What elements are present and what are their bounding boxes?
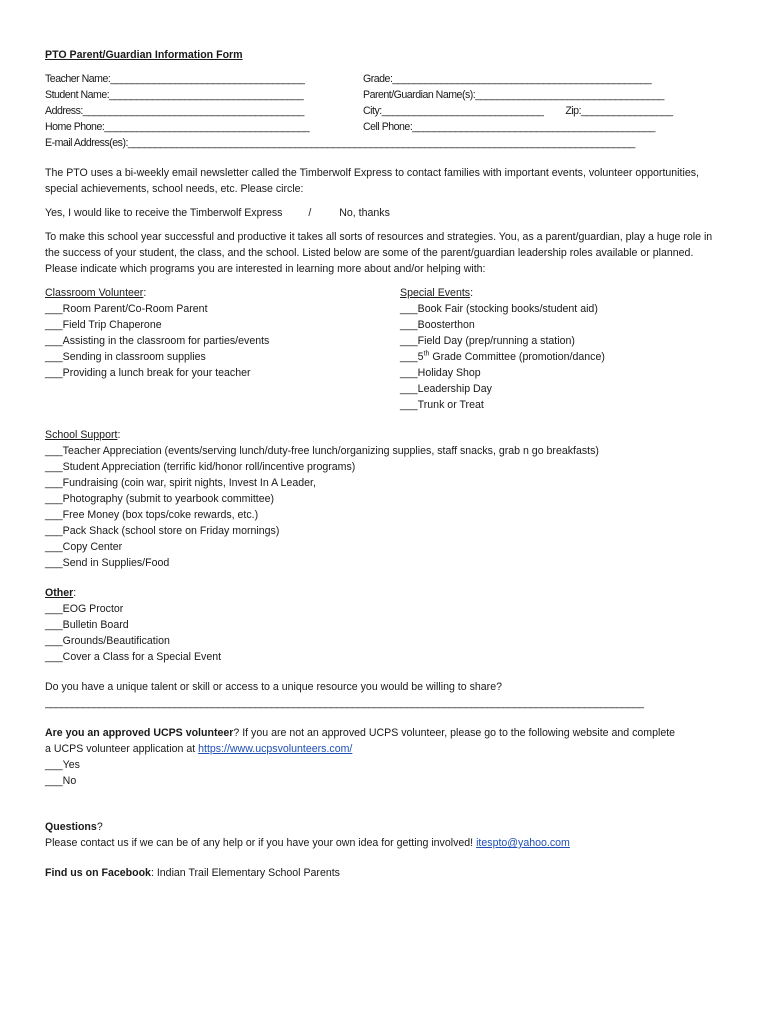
ucps-question: Are you an approved UCPS volunteer? If you are not an approved UCPS volunteer, please go to the following website and complete — [45, 727, 676, 739]
classroom-volunteer-section: Classroom Volunteer: ___Room Parent/Co-Room Parent ___Field Trip Chaperone ___Assisting in the classroom for parties/events ___Sending in classroom supplies ___Providing a lunch break for your teacher — [45, 285, 400, 413]
home-phone-field[interactable]: Home Phone:______________________________________ — [45, 121, 310, 133]
support-item[interactable]: ___Send in Supplies/Food — [45, 557, 170, 569]
special-events-section: Special Events: ___Book Fair (stocking books/student aid) ___Boosterthon ___Field Day (prep/running a station) ___5th Grade Committee (promotion/dance) ___Holiday Shop ___Leadership Day ___Trunk or Treat — [400, 285, 725, 413]
program-columns — [45, 285, 725, 413]
support-item[interactable]: ___Fundraising (coin war, spirit nights, Invest In A Leader, — [45, 477, 316, 489]
newsletter-choice — [45, 205, 725, 221]
support-item[interactable]: ___Free Money (box tops/coke rewards, etc.) — [45, 509, 259, 521]
field-row-1 — [45, 71, 725, 87]
address-field[interactable]: Address:_________________________________________ — [45, 105, 304, 117]
ucps-volunteer-link[interactable]: https://www.ucpsvolunteers.com/ — [198, 743, 353, 755]
cell-phone-field[interactable]: Cell Phone:_____________________________________________ — [363, 121, 655, 133]
questions-contact: Please contact us if we can be of any help or if you have your own idea for getting involved! itespto@yahoo.com — [45, 837, 570, 849]
questions-heading: Questions? — [45, 821, 103, 833]
classroom-item[interactable]: ___Sending in classroom supplies — [45, 351, 206, 363]
zip-field[interactable]: Zip:_________________ — [565, 105, 673, 117]
ucps-application-line: a UCPS volunteer application at https://www.ucpsvolunteers.com/ — [45, 743, 353, 755]
school-support-heading: School Support — [45, 429, 118, 441]
talent-question: Do you have a unique talent or skill or access to a unique resource you would be willing to share? — [45, 681, 502, 693]
other-section: Other: ___EOG Proctor ___Bulletin Board ___Grounds/Beautification ___Cover a Class for a Special Event — [45, 585, 725, 665]
support-item[interactable]: ___Photography (submit to yearbook committee) — [45, 493, 275, 505]
special-item[interactable]: ___Leadership Day — [400, 383, 492, 395]
other-item[interactable]: ___Bulletin Board — [45, 619, 129, 631]
other-item[interactable]: ___Cover a Class for a Special Event — [45, 651, 222, 663]
grade-field[interactable]: Grade:________________________________________________ — [363, 73, 652, 85]
newsletter-no-option[interactable]: No, thanks — [339, 207, 390, 219]
student-name-field[interactable]: Student Name:____________________________________ — [45, 89, 304, 101]
classroom-item[interactable]: ___Providing a lunch break for your teacher — [45, 367, 251, 379]
other-item[interactable]: ___EOG Proctor — [45, 603, 124, 615]
form-page — [45, 47, 725, 881]
ucps-yes-option[interactable]: ___Yes — [45, 759, 80, 771]
field-row-3 — [45, 103, 725, 119]
special-item-grade-committee[interactable]: ___5th Grade Committee (promotion/dance) — [400, 350, 605, 363]
classroom-item[interactable]: ___Assisting in the classroom for parties/events — [45, 335, 270, 347]
newsletter-intro: The PTO uses a bi-weekly email newsletter called the Timberwolf Express to contact families with important events, volunteer opportunities, special achievements, school needs, etc. Please circle: — [45, 167, 699, 195]
classroom-item[interactable]: ___Room Parent/Co-Room Parent — [45, 303, 208, 315]
contact-email-link[interactable]: itespto@yahoo.com — [476, 837, 570, 849]
support-item[interactable]: ___Copy Center — [45, 541, 123, 553]
choice-separator: / — [308, 207, 312, 219]
form-title: PTO Parent/Guardian Information Form — [45, 49, 243, 61]
other-item[interactable]: ___Grounds/Beautification — [45, 635, 170, 647]
special-item[interactable]: ___Boosterthon — [400, 319, 475, 331]
field-row-2 — [45, 87, 725, 103]
school-support-section: School Support: ___Teacher Appreciation (events/serving lunch/duty-free lunch/organizing supplies, staff snacks, grab n go breakfasts) ___Student Appreciation (terrific kid/honor roll/incentive programs) ___Fundraising (coin war, spirit nights, Invest In A Leader, ___Photography (submit to yearbook committee) ___Free Money (box tops/coke rewards, etc.) ___Pack Shack (school store on Friday mornings) ___Copy Center ___Send in Supplies/Food — [45, 427, 725, 571]
other-heading: Other — [45, 587, 74, 599]
programs-intro: To make this school year successful and productive it takes all sorts of resources and strategies. You, as a parent/guardian, play a huge role in the success of your student, the class, and the school. Listed below are some of the parent/guardian leadership roles available or planned. Please indicate which programs you are interested in learning more about and/or helping with: — [45, 231, 713, 275]
special-events-heading: Special Events — [400, 287, 471, 299]
special-item[interactable]: ___Trunk or Treat — [400, 399, 484, 411]
facebook-line: Find us on Facebook: Indian Trail Elementary School Parents — [45, 867, 340, 879]
special-item[interactable]: ___Book Fair (stocking books/student aid) — [400, 303, 598, 315]
parent-name-field[interactable]: Parent/Guardian Name(s):___________________________________ — [363, 89, 664, 101]
newsletter-yes-option[interactable]: Yes, I would like to receive the Timberwolf Express — [45, 207, 283, 219]
special-item[interactable]: ___Field Day (prep/running a station) — [400, 335, 575, 347]
talent-answer-line[interactable]: _______________________________________________________________________________________________________________ — [45, 697, 644, 709]
city-field[interactable]: City:______________________________ — [363, 105, 544, 117]
support-item[interactable]: ___Pack Shack (school store on Friday mornings) — [45, 525, 280, 537]
email-field[interactable]: E-mail Address(es):______________________________________________________________________________________________ — [45, 137, 635, 149]
teacher-name-field[interactable]: Teacher Name:____________________________________ — [45, 73, 305, 85]
support-item[interactable]: ___Student Appreciation (terrific kid/honor roll/incentive programs) — [45, 461, 356, 473]
special-item[interactable]: ___Holiday Shop — [400, 367, 481, 379]
support-item[interactable]: ___Teacher Appreciation (events/serving lunch/duty-free lunch/organizing supplies, staff snacks, grab n go breakfasts) — [45, 445, 599, 457]
classroom-heading: Classroom Volunteer — [45, 287, 144, 299]
classroom-item[interactable]: ___Field Trip Chaperone — [45, 319, 162, 331]
ucps-no-option[interactable]: ___No — [45, 775, 77, 787]
field-row-4 — [45, 119, 725, 135]
